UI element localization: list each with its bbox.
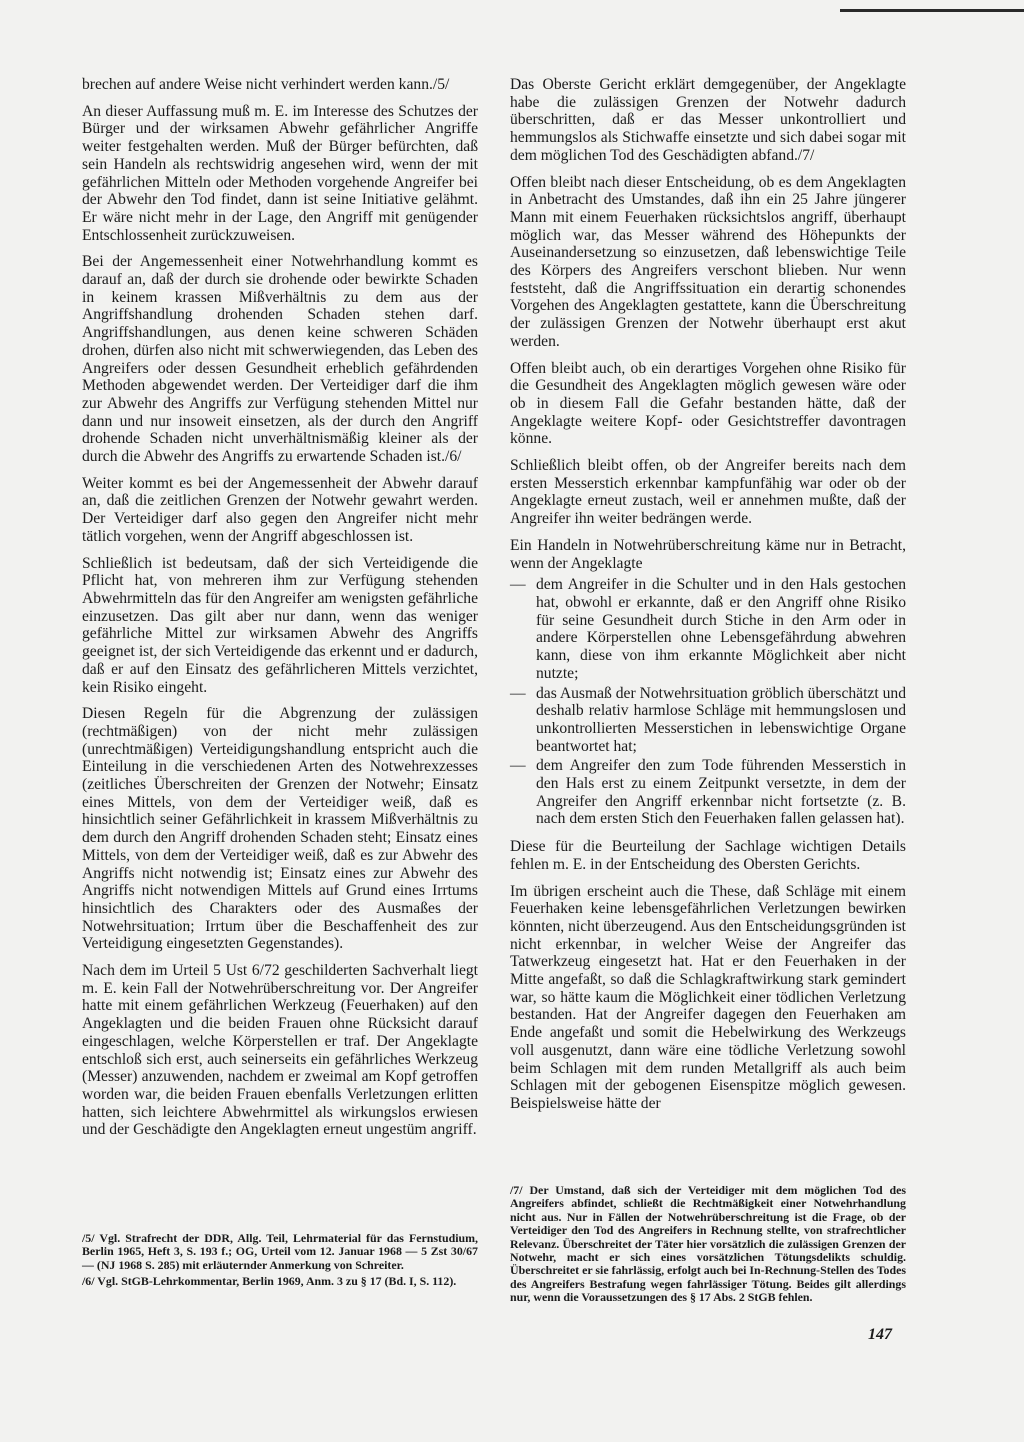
list-item-text: dem Angreifer in die Schulter und in den Hals gestochen hat, obwohl er erkannte, daß er den Angriff ohne Risiko für seine Gesundheit durch Stiche in den Arm oder in andere Körperstellen ohne Lebensgefährdung abwehren kann, diese von ihm erkannte Möglichkeit aber nicht nutzte; (536, 576, 906, 682)
list-dash: — (510, 757, 526, 775)
footnote-7: /7/ Der Umstand, daß sich der Verteidiger mit dem möglichen Tod des Angreifers abfindet, schließt die Rechtmäßigkeit einer Notwehrhandlung nicht aus. Nur in Fällen der Notwehrüberschreitung ist die Frage, ob der Verteidiger den Tod des Angreifers in Rechnung stellte, von strafrechtlicher Relevanz. Überschreitet der Täter hier vorsätzlich die zulässigen Grenzen der Notwehr, macht er sich eines vorsätzlichen Tötungsdelikts schuldig. Überschreitet er sie fahrlässig, erfolgt auch bei In-Rechnung-Stellen des Todes des Angreifers Bestrafung wegen fahrlässiger Tötung. Beides gilt allerdings nur, wenn die Voraussetzungen des § 17 Abs. 2 StGB fehlen. (510, 1183, 906, 1305)
paragraph: An dieser Auffassung muß m. E. im Interesse des Schutzes der Bürger und der wirksamen Abwehr gefährlicher Angriffe weiter festgehalten werden. Muß der Bürger befürchten, daß sein Handeln als rechtswidrig angesehen wird, wenn der mit gefährlichen Mitteln oder Methoden vorgehende Angreifer bei der Abwehr den Tod findet, dann ist seine Initiative gelähmt. Er wäre nicht mehr in der Lage, den Angriff mit genügender Entschlossenheit zurückzuweisen. (82, 102, 478, 244)
paragraph: Offen bleibt nach dieser Entscheidung, ob es dem Angeklagten in Anbetracht des Umstandes, daß ihn ein 25 Jahre jüngerer Mann mit einem Feuerhaken rücksichtslos angriff, überhaupt möglich war, das Messer während des Höhepunkts der Auseinandersetzung so einzusetzen, daß lebenswichtige Teile des Körpers des Angreifers verschont blieben. Nur wenn feststeht, daß die Angriffssituation ein derartig schonendes Vorgehen des Angeklagten gestattete, kann die Überschreitung der zulässigen Grenzen der Notwehr überhaupt erst akut werden. (510, 173, 906, 350)
right-footnotes (510, 1184, 906, 1308)
right-column (510, 76, 906, 1122)
list-dash: — (510, 576, 526, 594)
paragraph: Nach dem im Urteil 5 Ust 6/72 geschilderten Sachverhalt liegt m. E. kein Fall der Notwehrüberschreitung vor. Der Angreifer hatte mit einem gefährlichen Werkzeug (Feuerhaken) auf den Angeklagten und die beiden Frauen ohne Rücksicht darauf eingeschlagen, welche Körperstellen er traf. Der Angeklagte entschloß sich erst, auch seinerseits ein gefährliches Werkzeug (Messer) anzuwenden, nachdem er zweimal am Kopf getroffen worden war, die beiden Frauen ebenfalls Verletzungen erlitten hatten, sich leichtere Abwehrmittel als wirkungslos erwiesen und der Geschädigte den Angeklagten erneut ungestüm angriff. (82, 962, 478, 1139)
list-item (510, 685, 906, 756)
paragraph: Das Oberste Gericht erklärt demgegenüber, der Angeklagte habe die zulässigen Grenzen der Notwehr dadurch überschritten, daß er das Messer unkontrolliert und hemmungslos als Stichwaffe einsetzte und sich dabei sogar mit dem möglichen Tod des Geschädigten abfand./7/ (510, 76, 906, 164)
list-item (510, 757, 906, 828)
top-rule (840, 9, 1024, 12)
footnote-5: /5/ Vgl. Strafrecht der DDR, Allg. Teil, Lehrmaterial für das Fernstudium, Berlin 1965, Heft 3, S. 193 f.; OG, Urteil vom 12. Januar 1968 — 5 Zst 30/67 — (NJ 1968 S. 285) mit erläuternder Anmerkung von Schreiter. (82, 1231, 478, 1272)
paragraph: Offen bleibt auch, ob ein derartiges Vorgehen ohne Risiko für die Gesundheit des Angeklagten möglich gewesen wäre oder ob in diesem Fall die Gefahr bestanden hätte, daß der Angeklagte weitere Kopf- oder Gesichtstreffer davontragen könne. (510, 359, 906, 448)
paragraph: Schließlich bleibt offen, ob der Angreifer bereits nach dem ersten Messerstich erkennbar kampfunfähig war oder ob der Angeklagte erneut zustach, weil er annehmen mußte, daß der Angreifer ihn weiter bedrängen werde. (510, 457, 906, 528)
paragraph: brechen auf andere Weise nicht verhindert werden kann./5/ (82, 76, 450, 93)
list-dash: — (510, 684, 526, 702)
paragraph: Im übrigen erscheint auch die These, daß Schläge mit einem Feuerhaken keine lebensgefährlichen Verletzungen bewirken könnten, nicht überzeugend. Aus den Entscheidungsgründen ist nicht erkennbar, in welcher Weise der Angreifer das Tatwerkzeug eingesetzt hat. Hat er den Feuerhaken in der Mitte angefaßt, so daß die Schlagkraftwirkung stark gemindert war, so hätte kaum die Möglichkeit einer tödlichen Verletzung bestanden. Hat der Angreifer dagegen den Feuerhaken am Ende angefaßt und somit die Hebelwirkung des Werkzeugs voll ausgenutzt, dann wäre eine tödliche Verletzung sowohl beim Schlagen mit dem runden Metallgriff als auch beim Schlagen mit der gebogenen Eisenspitze möglich gewesen. Beispielsweise hätte der (510, 882, 906, 1112)
condition-list (510, 576, 906, 828)
paragraph: Diese für die Beurteilung der Sachlage wichtigen Details fehlen m. E. in der Entscheidung des Obersten Gerichts. (510, 838, 906, 873)
left-footnotes (82, 1232, 478, 1292)
paragraph: Schließlich ist bedeutsam, daß der sich Verteidigende die Pflicht hat, von mehreren ihm zur Verfügung stehenden Abwehrmitteln das für den Angreifer am wenigsten gefährliche einzusetzen. Das gilt aber nur dann, wenn das weniger gefährliche Mittel zur wirksamen Abwehr des Angriffs geeignet ist, der sich Verteidigende das erkennt und er dadurch, daß er auf den Einsatz des gefährlicheren Mittels verzichtet, kein Risiko eingeht. (82, 554, 478, 696)
paragraph: Ein Handeln in Notwehrüberschreitung käme nur in Betracht, wenn der Angeklagte (510, 536, 906, 572)
left-column (82, 76, 478, 1148)
paragraph: Weiter kommt es bei der Angemessenheit der Abwehr darauf an, daß die zeitlichen Grenzen der Notwehr gewahrt werden. Der Verteidiger darf also gegen den Angreifer nicht mehr tätlich vorgehen, wenn der Angriff abgeschlossen ist. (82, 474, 478, 545)
footnote-6: /6/ Vgl. StGB-Lehrkommentar, Berlin 1969, Anm. 3 zu § 17 (Bd. I, S. 112). (82, 1274, 457, 1289)
list-item-text: dem Angreifer den zum Tode führenden Messerstich in den Hals erst zu einem Zeitpunkt versetzte, in dem der Angreifer den Angriff erkennbar nicht fortsetzte (z. B. nach dem ersten Stich den Feuerhaken fallen gelassen hat). (536, 757, 906, 828)
paragraph: Diesen Regeln für die Abgrenzung der zulässigen (rechtmäßigen) von der nicht mehr zulässigen (unrechtmäßigen) Verteidigungshandlung entspricht auch die Einteilung in die verschiedenen Arten des Notwehrexzesses (zeitliches Überschreiten der Grenzen der Notwehr; Einsatz eines Mittels, von dem der Verteidiger weiß, daß es hinsichtlich seiner Gefährlichkeit in krassem Mißverhältnis zu dem durch den Angriff drohenden Schaden steht; Einsatz eines Mittels, von dem der Verteidiger weiß, daß es zur Abwehr des Angriffs nicht notwendig ist; Einsatz eines zur Abwehr des Angriffs nicht notwendigen Mittels auf Grund eines Irrtums hinsichtlich des Charakters oder des Ausmaßes der Notwehrsituation; Irrtum über die Beschaffenheit des zur Verteidigung eingesetzten Gegenstandes). (82, 705, 478, 953)
list-item-text: das Ausmaß der Notwehrsituation gröblich überschätzt und deshalb relativ harmlose Schläge mit hemmungslosen und unkontrollierten Messerstichen in lebenswichtige Organe beantwortet hat; (536, 684, 906, 755)
paragraph: Bei der Angemessenheit einer Notwehrhandlung kommt es darauf an, daß der durch sie drohende oder bewirkte Schaden in keinem krassen Mißverhältnis zu dem aus der Angriffshandlung drohenden Schaden stehen darf. Angriffshandlungen, aus denen keine schweren Schäden drohen, dürfen also nicht mit schwerwiegenden, das Leben des Angreifers oder dessen Gesundheit erheblich gefährdenden Methoden abgewendet werden. Der Verteidiger darf die ihm zur Abwehr des Angriffs zur Verfügung stehenden Mittel nur dann und nur insoweit einsetzen, als der durch den Angriff drohende Schaden nicht unverhältnismäßig kleiner als der durch die Abwehr des Angriffs zu erwartende Schaden ist./6/ (82, 253, 478, 466)
page-number: 147 (868, 1326, 892, 1343)
list-item (510, 576, 906, 682)
